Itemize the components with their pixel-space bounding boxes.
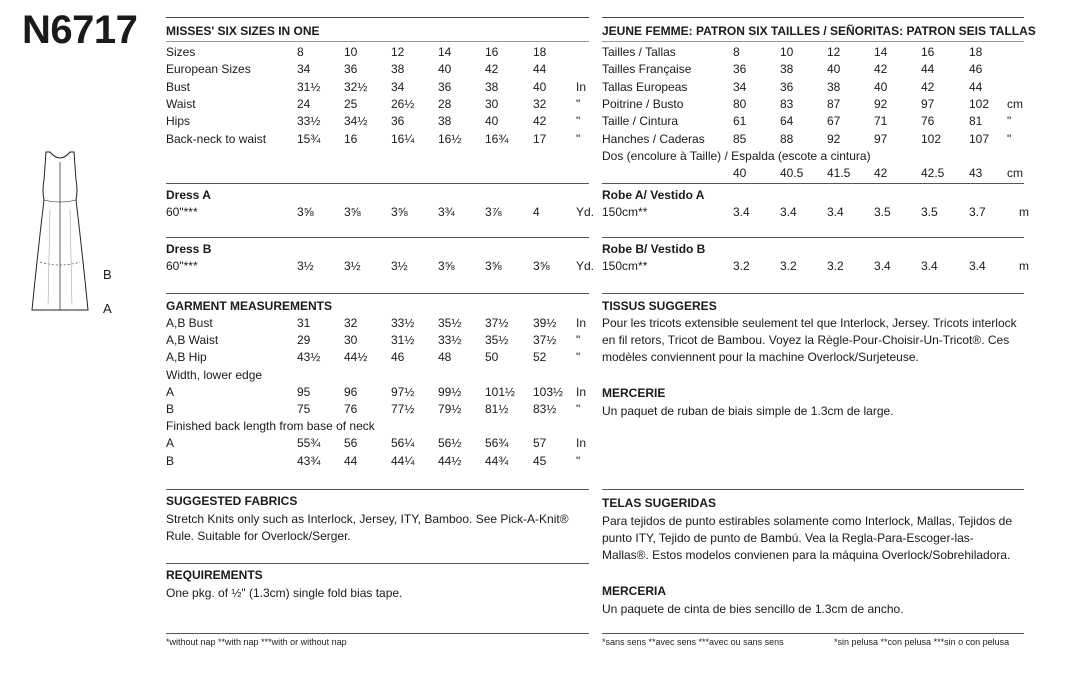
- garment-cell: 83½: [533, 402, 557, 416]
- back-length-cell: 40.5: [780, 166, 804, 180]
- robe-a-label: 150cm**: [602, 205, 648, 219]
- dress-b-heading: Dress B: [166, 242, 212, 256]
- size-unit: ": [576, 131, 581, 146]
- garment-cell: 56: [344, 436, 358, 451]
- garment-unit: In: [576, 384, 587, 399]
- garment-unit: In: [576, 316, 587, 330]
- requirements-text: One pkg. of ½" (1.3cm) single fold bias tape.: [166, 586, 403, 600]
- back-length-cell: 41.5: [827, 166, 851, 180]
- size-cell: 16: [485, 45, 499, 59]
- taille-row-label: Poitrine / Busto: [602, 96, 684, 111]
- size-cell: 10: [344, 45, 358, 59]
- garment-cell: 56½: [438, 436, 462, 451]
- taille-cell: 36: [733, 62, 747, 77]
- garment-cell: 46: [391, 350, 405, 365]
- size-cell: 34½: [344, 114, 368, 129]
- size-cell: 32½: [344, 79, 368, 94]
- taille-cell: 38: [780, 62, 794, 77]
- size-cell: 17: [533, 131, 547, 146]
- garment-cell: 31½: [391, 333, 415, 348]
- taille-cell: 42: [921, 79, 935, 94]
- suggested-fabrics-heading: SUGGESTED FABRICS: [166, 494, 298, 508]
- dress-b-unit: Yd.: [576, 259, 595, 273]
- top-rule: [166, 17, 589, 18]
- size-cell: 12: [391, 45, 405, 59]
- taille-cell: 38: [827, 79, 841, 94]
- taille-cell: 92: [874, 96, 888, 111]
- robe-b-cell: 3.4: [921, 259, 938, 273]
- back-length-label: Dos (encolure à Taille) / Espalda (escote a cintura): [602, 149, 871, 163]
- garment-cell: 35½: [485, 333, 509, 348]
- size-cell: 26½: [391, 96, 415, 111]
- tissus-heading: TISSUS SUGGERES: [602, 299, 717, 313]
- robe-a-cell: 3.5: [874, 205, 891, 219]
- garment-cell: 44½: [438, 453, 462, 468]
- taille-cell: 97: [874, 131, 888, 146]
- garment-cell: 37½: [485, 316, 509, 330]
- taille-cell: 85: [733, 131, 747, 146]
- rule: [166, 293, 589, 294]
- size-cell: 24: [297, 96, 311, 111]
- rule: [602, 183, 1024, 184]
- garment-cell: 50: [485, 350, 499, 365]
- taille-row-label: Tailles / Tallas: [602, 45, 676, 59]
- garment-cell: 39½: [533, 316, 557, 330]
- taille-cell: 40: [874, 79, 888, 94]
- dress-b-cell: 3½: [297, 259, 314, 273]
- size-cell: 40: [533, 79, 547, 94]
- robe-a-cell: 3.7: [969, 205, 986, 219]
- robe-b-cell: 3.2: [733, 259, 750, 273]
- taille-cell: 46: [969, 62, 983, 77]
- taille-cell: 36: [780, 79, 794, 94]
- view-label-a: A: [103, 301, 112, 316]
- back-length-unit: cm: [1007, 166, 1023, 180]
- size-cell: 32: [533, 96, 547, 111]
- taille-cell: 97: [921, 96, 935, 111]
- rule: [602, 489, 1024, 490]
- garment-cell: 30: [344, 333, 358, 348]
- rule: [602, 41, 1024, 42]
- garment-row-label: A,B Waist: [166, 333, 219, 348]
- size-cell: 25: [344, 96, 358, 111]
- taille-cell: 40: [827, 62, 841, 77]
- garment-row-label: Finished back length from base of neck: [166, 419, 375, 434]
- dress-b-cell: 3½: [344, 259, 361, 273]
- garment-cell: 43½: [297, 350, 321, 365]
- rule: [166, 489, 589, 490]
- size-cell: 16½: [438, 131, 462, 146]
- garment-cell: 103½: [533, 384, 564, 399]
- garment-cell: 48: [438, 350, 452, 365]
- back-length-cell: 42: [874, 166, 888, 180]
- garment-measurements-heading: GARMENT MEASUREMENTS: [166, 299, 333, 313]
- mercerie-heading: MERCERIE: [602, 386, 666, 400]
- dress-a-cell: 4: [533, 205, 540, 219]
- size-cell: 38: [438, 114, 452, 129]
- dress-b-label: 60"***: [166, 259, 198, 273]
- back-length-cell: 40: [733, 166, 747, 180]
- size-cell: 18: [533, 45, 547, 59]
- taille-cell: 92: [827, 131, 841, 146]
- taille-cell: 80: [733, 96, 747, 111]
- size-cell: 34: [297, 62, 311, 77]
- size-cell: 28: [438, 96, 452, 111]
- size-cell: 40: [485, 114, 499, 129]
- requirements-heading: REQUIREMENTS: [166, 568, 263, 582]
- garment-cell: 37½: [533, 333, 557, 348]
- robe-a-cell: 3.5: [921, 205, 938, 219]
- size-row-label: Sizes: [166, 45, 196, 59]
- taille-row-label: Tailles Française: [602, 62, 692, 77]
- garment-cell: 101½: [485, 384, 516, 399]
- garment-cell: 43¾: [297, 453, 321, 468]
- garment-row-label: B: [166, 402, 175, 416]
- dress-a-cell: 3¾: [438, 205, 455, 219]
- size-cell: 33½: [297, 114, 321, 129]
- garment-unit: ": [576, 402, 581, 416]
- taille-row-label: Tallas Europeas: [602, 79, 688, 94]
- taille-cell: 107: [969, 131, 990, 146]
- dress-b-cell: 3½: [391, 259, 408, 273]
- size-cell: 36: [391, 114, 405, 129]
- dress-b-cell: 3⅝: [438, 259, 455, 273]
- garment-cell: 29: [297, 333, 311, 348]
- dress-b-cell: 3⅝: [485, 259, 502, 273]
- taille-unit: ": [1007, 114, 1012, 129]
- taille-cell: 87: [827, 96, 841, 111]
- garment-unit: ": [576, 333, 581, 348]
- size-row-label: European Sizes: [166, 62, 251, 77]
- size-unit: ": [576, 96, 581, 111]
- garment-unit: ": [576, 453, 581, 468]
- size-row-label: Hips: [166, 114, 191, 129]
- robe-a-cell: 3.4: [780, 205, 797, 219]
- dress-a-cell: 3⅞: [485, 205, 502, 219]
- garment-cell: 35½: [438, 316, 462, 330]
- garment-cell: 33½: [391, 316, 415, 330]
- size-cell: 14: [438, 45, 452, 59]
- garment-unit: In: [576, 436, 587, 451]
- dress-a-heading: Dress A: [166, 188, 211, 202]
- pattern-number: N6717: [22, 8, 138, 52]
- rule: [166, 563, 589, 564]
- size-cell: 16¾: [485, 131, 509, 146]
- tissus-text: Pour les tricots extensible seulement tel que Interlock, Jersey. Tricots interlock en fil retors, Tricot de Bambou. Voyez la Règle-Pour-Choisir-Un-Tricot®. Ces modèles conviennent pour la machine Overlock/Surjeteuse.: [602, 316, 1017, 364]
- size-cell: 30: [485, 96, 499, 111]
- size-cell: 15¾: [297, 131, 321, 146]
- dress-drawing: [30, 150, 90, 315]
- taille-cell: 67: [827, 114, 841, 129]
- size-cell: 36: [344, 62, 358, 77]
- garment-cell: 76: [344, 402, 358, 416]
- garment-cell: 52: [533, 350, 547, 365]
- robe-b-cell: 3.4: [874, 259, 891, 273]
- size-cell: 34: [391, 79, 405, 94]
- garment-row-label: A: [166, 436, 175, 451]
- taille-cell: 10: [780, 45, 794, 59]
- garment-cell: 56¾: [485, 436, 509, 451]
- size-cell: 16¼: [391, 131, 415, 146]
- garment-cell: 56¼: [391, 436, 415, 451]
- nap-footnote-es: *sin pelusa **con pelusa ***sin o con pelusa: [834, 637, 1010, 647]
- taille-cell: 44: [969, 79, 983, 94]
- merceria-text: Un paquete de cinta de bies sencillo de 1.3cm de ancho.: [602, 602, 904, 616]
- garment-cell: 96: [344, 384, 358, 399]
- taille-cell: 76: [921, 114, 935, 129]
- section-heading-sizes-fr-es: JEUNE FEMME: PATRON SIX TAILLES / SEÑORITAS: PATRON SEIS TALLAS: [602, 24, 1036, 38]
- garment-cell: 75: [297, 402, 311, 416]
- garment-unit: ": [576, 350, 581, 365]
- garment-cell: 31: [297, 316, 311, 330]
- garment-cell: 99½: [438, 384, 462, 399]
- nap-footnote: *without nap **with nap ***with or without nap: [166, 637, 347, 647]
- garment-cell: 45: [533, 453, 547, 468]
- robe-a-heading: Robe A/ Vestido A: [602, 188, 705, 202]
- dress-a-cell: 3⅝: [391, 205, 408, 219]
- garment-cell: 44½: [344, 350, 368, 365]
- robe-b-heading: Robe B/ Vestido B: [602, 242, 706, 256]
- taille-cell: 71: [874, 114, 888, 129]
- rule: [166, 237, 589, 238]
- size-unit: In: [576, 79, 587, 94]
- dress-silhouette-illustration: [30, 150, 90, 320]
- robe-a-unit: m: [1019, 205, 1029, 219]
- dress-a-unit: Yd.: [576, 205, 595, 219]
- section-heading-sizes: MISSES' SIX SIZES IN ONE: [166, 24, 320, 38]
- rule: [602, 237, 1024, 238]
- dress-a-cell: 3⅝: [344, 205, 361, 219]
- rule: [166, 183, 589, 184]
- french-spanish-column: [602, 0, 1036, 679]
- garment-cell: 32: [344, 316, 358, 330]
- taille-row-label: Hanches / Caderas: [602, 131, 705, 146]
- taille-cell: 14: [874, 45, 888, 59]
- telas-heading: TELAS SUGERIDAS: [602, 496, 717, 510]
- view-label-b: B: [103, 267, 112, 282]
- garment-row-label: A,B Hip: [166, 350, 207, 365]
- taille-cell: 18: [969, 45, 983, 59]
- garment-row-label: A: [166, 384, 175, 399]
- garment-cell: 79½: [438, 402, 462, 416]
- garment-cell: 33½: [438, 333, 462, 348]
- garment-cell: 81½: [485, 402, 509, 416]
- dress-b-cell: 3⅝: [533, 259, 550, 273]
- size-cell: 38: [391, 62, 405, 77]
- size-row-label: Back-neck to waist: [166, 131, 267, 146]
- size-unit: ": [576, 114, 581, 129]
- taille-cell: 42: [874, 62, 888, 77]
- size-row-label: Bust: [166, 79, 191, 94]
- size-cell: 38: [485, 79, 499, 94]
- taille-cell: 61: [733, 114, 747, 129]
- size-cell: 44: [533, 62, 547, 77]
- nap-footnote-fr: *sans sens **avec sens ***avec ou sans sens: [602, 637, 784, 647]
- garment-cell: 95: [297, 384, 311, 399]
- garment-row-label: A,B Bust: [166, 316, 213, 330]
- dress-a-cell: 3⅝: [297, 205, 314, 219]
- taille-cell: 102: [969, 96, 990, 111]
- garment-cell: 44: [344, 453, 358, 468]
- garment-cell: 44¾: [485, 453, 509, 468]
- taille-cell: 44: [921, 62, 935, 77]
- size-cell: 36: [438, 79, 452, 94]
- robe-b-cell: 3.4: [969, 259, 986, 273]
- robe-a-cell: 3.4: [733, 205, 750, 219]
- garment-cell: 57: [533, 436, 547, 451]
- taille-row-label: Taille / Cintura: [602, 114, 679, 129]
- size-cell: 8: [297, 45, 304, 59]
- garment-cell: 97½: [391, 384, 415, 399]
- english-column: [166, 0, 595, 679]
- robe-b-unit: m: [1019, 259, 1029, 273]
- robe-b-label: 150cm**: [602, 259, 648, 273]
- taille-unit: cm: [1007, 96, 1023, 111]
- taille-cell: 64: [780, 114, 794, 129]
- back-length-cell: 42.5: [921, 166, 945, 180]
- telas-text: Para tejidos de punto estirables solamente como Interlock, Mallas, Tejidos de punto ITY, Tejido de punto de Bambú. Vea la Regla-Para-Escoger-las-Mallas®. Estos modelos convienen para la máquina Overlock/Sobrehiladora.: [602, 514, 1012, 562]
- rule: [602, 293, 1024, 294]
- robe-a-cell: 3.4: [827, 205, 844, 219]
- taille-cell: 12: [827, 45, 841, 59]
- mercerie-text: Un paquet de ruban de biais simple de 1.3cm de large.: [602, 404, 894, 418]
- garment-cell: 44¼: [391, 453, 415, 468]
- garment-cell: 55¾: [297, 436, 321, 451]
- taille-cell: 8: [733, 45, 740, 59]
- rule: [166, 633, 589, 634]
- size-cell: 42: [485, 62, 499, 77]
- merceria-heading: MERCERIA: [602, 584, 667, 598]
- top-rule: [602, 17, 1024, 18]
- taille-unit: ": [1007, 131, 1012, 146]
- back-length-cell: 43: [969, 166, 983, 180]
- taille-cell: 88: [780, 131, 794, 146]
- taille-cell: 102: [921, 131, 942, 146]
- rule: [602, 633, 1024, 634]
- taille-cell: 16: [921, 45, 935, 59]
- robe-b-cell: 3.2: [827, 259, 844, 273]
- size-row-label: Waist: [166, 96, 196, 111]
- garment-row-label: B: [166, 453, 175, 468]
- garment-row-label: Width, lower edge: [166, 367, 263, 382]
- garment-cell: 77½: [391, 402, 415, 416]
- size-cell: 16: [344, 131, 358, 146]
- suggested-fabrics-text: Stretch Knits only such as Interlock, Jersey, ITY, Bamboo. See Pick-A-Knit® Rule. Suitable for Overlock/Serger.: [166, 512, 569, 543]
- dress-a-label: 60"***: [166, 205, 198, 219]
- size-cell: 40: [438, 62, 452, 77]
- size-cell: 31½: [297, 79, 321, 94]
- rule: [166, 41, 589, 42]
- taille-cell: 83: [780, 96, 794, 111]
- taille-cell: 34: [733, 79, 747, 94]
- size-cell: 42: [533, 114, 547, 129]
- robe-b-cell: 3.2: [780, 259, 797, 273]
- taille-cell: 81: [969, 114, 983, 129]
